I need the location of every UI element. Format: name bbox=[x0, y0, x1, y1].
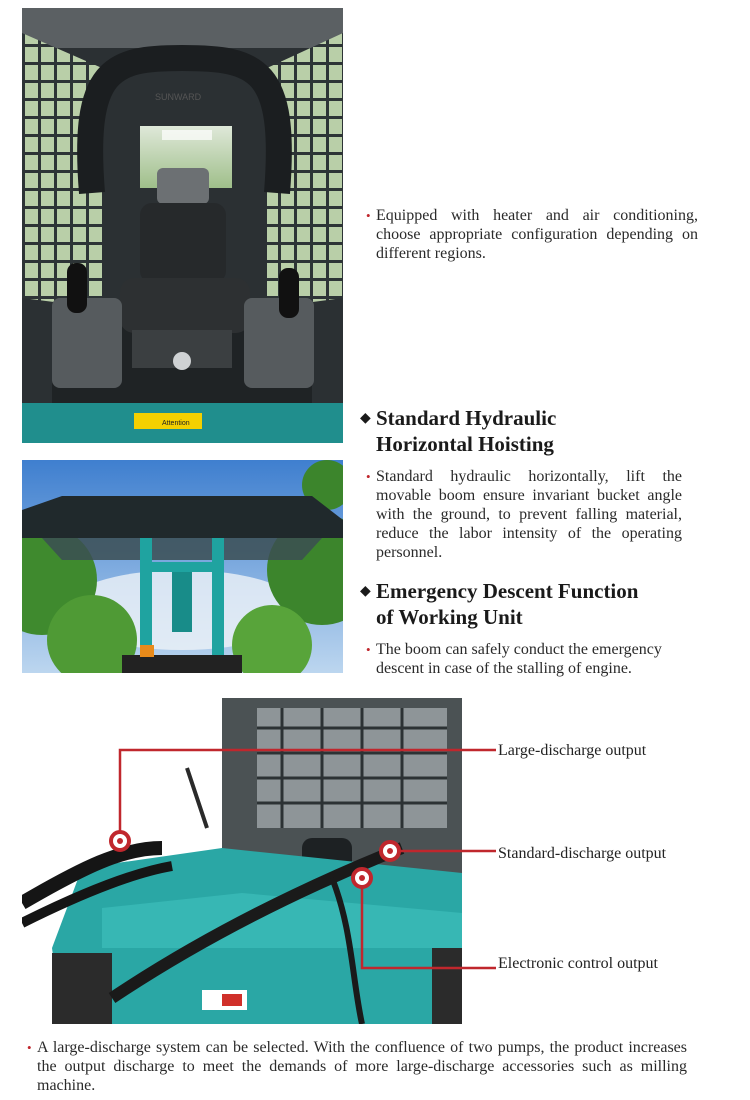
hydraulic-outputs-illustration bbox=[22, 698, 462, 1024]
bottom-note-text: A large-discharge system can be selected. With the confluence of two pumps, the product increases the output discharge to meet the demands of more large-discharge accessories such as milling machine. bbox=[37, 1039, 687, 1094]
feature-descent-title-line2: of Working Unit bbox=[376, 605, 523, 629]
callout-large-discharge: Large-discharge output bbox=[498, 742, 647, 759]
feature-hoisting-title-line2: Horizontal Hoisting bbox=[376, 432, 554, 456]
feature-hoisting-heading bbox=[360, 405, 716, 457]
bottom-note-block bbox=[27, 1038, 687, 1095]
feature-descent-title-line1: Emergency Descent Function bbox=[376, 579, 639, 603]
hydraulic-outputs-photo bbox=[22, 698, 462, 1024]
callout-marker-electronic bbox=[353, 869, 371, 887]
diamond-bullet-icon: ◆ bbox=[360, 411, 371, 426]
cab-brand-text: SUNWARD bbox=[155, 92, 202, 102]
cab-interior-photo bbox=[22, 8, 343, 443]
boom-canopy-photo bbox=[22, 460, 343, 673]
boom-canopy-illustration bbox=[22, 460, 343, 673]
callout-standard-discharge: Standard-discharge output bbox=[498, 845, 667, 862]
bullet-icon: • bbox=[366, 469, 371, 484]
bullet-icon: • bbox=[366, 208, 371, 223]
bullet-icon: • bbox=[27, 1040, 32, 1055]
feature-hvac-text: Equipped with heater and air conditioning, choose appropriate configuration depending on different regions. bbox=[376, 207, 698, 262]
feature-descent-heading bbox=[360, 578, 716, 630]
diamond-bullet-icon: ◆ bbox=[360, 584, 371, 599]
feature-hvac-text-block bbox=[366, 206, 698, 263]
feature-descent-text-block bbox=[366, 640, 682, 678]
callout-electronic-control: Electronic control output bbox=[498, 955, 658, 972]
callout-line-extensions bbox=[462, 698, 498, 1028]
callout-marker-standard bbox=[381, 842, 399, 860]
feature-hoisting-text: Standard hydraulic horizontally, lift the movable boom ensure invariant bucket angle with the ground, to prevent falling material, reduce the labor intensity of the operating personnel. bbox=[376, 468, 682, 561]
feature-descent-text: The boom can safely conduct the emergency descent in case of the stalling of engine. bbox=[376, 641, 662, 677]
feature-hoisting-title-line1: Standard Hydraulic bbox=[376, 406, 557, 430]
cab-interior-illustration bbox=[22, 8, 343, 443]
bullet-icon: • bbox=[366, 642, 371, 657]
feature-hoisting-text-block bbox=[366, 467, 682, 562]
callout-marker-large bbox=[111, 832, 129, 850]
cab-warning-label: Attention bbox=[162, 420, 190, 427]
